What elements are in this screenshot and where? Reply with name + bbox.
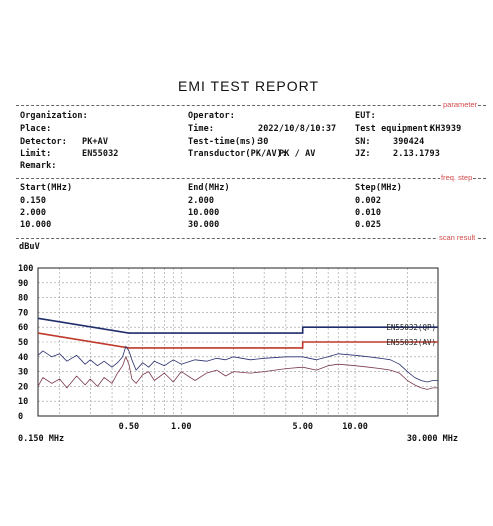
trace-lines [38, 346, 438, 389]
place-label: Place: [20, 124, 52, 134]
y-tick-label: 80 [18, 293, 29, 304]
freq-row-3-step: 0.025 [355, 220, 382, 230]
y-tick-label: 10 [18, 397, 29, 408]
transducer-label: Transductor(PK/AV): [188, 149, 288, 159]
y-tick-label: 50 [18, 338, 29, 348]
transducer-value: PK / AV [279, 149, 316, 159]
detector-label: Detector: [20, 137, 67, 147]
freq-row-3-start: 10.000 [20, 220, 52, 230]
freq-row-1-start: 0.150 [20, 196, 47, 206]
y-tick-label: 70 [18, 308, 29, 319]
freq-row-2-step: 0.010 [355, 208, 382, 218]
operator-label: Operator: [188, 111, 235, 121]
x-tick-label: 30.000 MHz [406, 434, 458, 444]
x-tick-label: 0.50 [118, 422, 140, 432]
y-tick-label: 100 [18, 264, 34, 274]
freq-row-2-end: 10.000 [188, 208, 220, 218]
test-equipment-value: KH3939 [430, 124, 462, 134]
y-tick-label: 0 [18, 412, 24, 422]
y-tick-label: 90 [18, 278, 29, 289]
jz-value: 2.13.1793 [393, 149, 440, 159]
scan-result-tag: scan result [439, 233, 476, 242]
y-tick-label: 20 [18, 382, 29, 393]
eut-label: EUT: [355, 111, 376, 121]
test-time-label: Test-time(ms): [188, 137, 262, 147]
sn-label: SN: [355, 137, 371, 147]
test-equipment-label: Test equipment: [355, 124, 434, 134]
organization-label: Organization: [20, 111, 88, 121]
limit-line-av [38, 333, 438, 348]
limit-value: EN55032 [82, 149, 119, 159]
sn-value: 390424 [393, 137, 425, 147]
limit-label-av: EN55032(AV) [386, 338, 436, 347]
jz-label: JZ: [355, 149, 371, 159]
freq-row-1-step: 0.002 [355, 196, 382, 206]
limit-line-qp [38, 318, 438, 333]
y-axis-unit-label: dBuV [19, 242, 40, 252]
freq-row-1-end: 2.000 [188, 196, 215, 206]
freq-row-3-end: 30.000 [188, 220, 220, 230]
limit-label: Limit: [20, 149, 52, 159]
limit-label-qp: EN55032(QP) [386, 323, 436, 333]
remark-label: Remark: [20, 161, 57, 171]
parameter-tag: parameter [443, 100, 478, 109]
freq-header-start: Start(MHz) [20, 183, 73, 193]
trace-1 [38, 346, 438, 382]
freq-header-step: Step(MHz) [355, 183, 402, 193]
x-tick-label: 10.00 [342, 422, 368, 432]
y-tick-label: 40 [18, 352, 29, 363]
y-tick-label: 30 [18, 367, 29, 378]
time-value: 2022/10/8/10:37 [258, 124, 337, 134]
x-tick-label: 5.00 [292, 422, 313, 432]
freq-step-tag: freq. step [441, 173, 473, 182]
freq-header-end: End(MHz) [188, 183, 230, 193]
trace-2 [38, 357, 438, 390]
detector-value: PK+AV [82, 137, 109, 147]
freq-row-2-start: 2.000 [20, 208, 47, 218]
x-tick-label: 0.150 MHz [18, 434, 65, 444]
report-title: EMI TEST REPORT [178, 78, 320, 94]
limit-lines [38, 318, 438, 348]
tick-labels [18, 264, 458, 444]
y-tick-label: 60 [18, 323, 29, 334]
time-label: Time: [188, 124, 215, 134]
x-tick-label: 1.00 [170, 422, 192, 432]
test-time-value: 30 [258, 137, 269, 147]
